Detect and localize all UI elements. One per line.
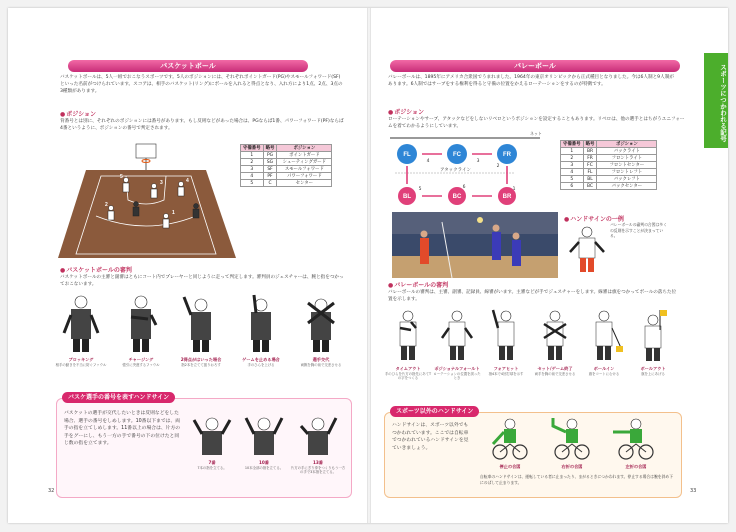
node-BC: BC (452, 194, 462, 200)
left-banner: バスケットボール (68, 60, 308, 72)
hand-sign-10: 10番 10本全部の指を立てる。 (238, 412, 290, 470)
line-judge-flag-icon (585, 308, 623, 362)
ref-sign-stop-game: ゲームを止める場合 手のひらを上げる (232, 293, 290, 367)
ref-sign-charging: チャージング 強引に突進するファウル (112, 293, 170, 367)
court-floor (58, 170, 236, 258)
line-judge-flag-icon (634, 308, 672, 362)
left-signs-head: ● バスケットボールの審判 (60, 265, 132, 274)
volleyball-hand-sign-figure-icon (566, 224, 608, 274)
node-BR: BR (502, 194, 512, 200)
bike-note: 自転車のハンドサインは、運転している者に止まったり、まがるときにつかわれます。停止する場合は腕を斜め下にのばして止まります。 (480, 474, 673, 485)
court-number: 4 (186, 178, 189, 184)
page-number-left: 32 (48, 488, 55, 494)
net-label: ネット (530, 131, 542, 136)
side-tab: スポーツにつかわれる記号 (704, 53, 728, 148)
book-spread (8, 8, 728, 523)
node-BL: BL (403, 194, 411, 200)
table-header: ポジション (277, 145, 332, 152)
table-row: 3 FC フロントセンター (561, 162, 657, 169)
referee-figure-icon (487, 308, 525, 362)
table-row: 3 SF スモールフォワード (241, 166, 332, 173)
volleyball-photo (392, 212, 558, 278)
svg-text:1: 1 (512, 187, 516, 192)
ref-sign-ball-out: ボールアウト 旗を上にあげる (628, 308, 678, 376)
table-row: 6 BC バックセンター (561, 183, 657, 190)
right-position-text: ローテーションやサーブ、アタックなどをしないリベロというポジションを設定することもあります。リベロは、他の選手とはちがうユニフォームを着てわかるようにしています。 (388, 117, 685, 129)
ref-sign-blocking: ブロッキング 相手の動きを不当に防ぐファウル (52, 293, 110, 367)
referee-figure-icon (536, 308, 574, 362)
bike-sign-right-turn: 右折の合図 (542, 418, 602, 470)
node-FR: FR (503, 152, 511, 158)
referee-figure-icon (389, 308, 427, 362)
right-position-head: ● ポジション (388, 107, 424, 116)
referee-figure-icon (238, 293, 284, 353)
left-intro: バスケットボールは、5人一組でおこなうスポーツです。5人のポジションには、それぞれポイントガード(PG)やスモールフォワード(SF)といった名前がつけられています。スコアは、相手のバスケット(リング)にボールを入れると得点となり、入れ方により1点、2点、3点の3種類があります。 (60, 75, 343, 94)
referee-figure-icon (438, 308, 476, 362)
ref-sign-substitution: 選手交代 両腕を胸の前で交差させる (292, 293, 350, 367)
left-position-text: 背番号とは別に、それぞれのポジションには番号があります。もし反則などがあった場合は、PGならば1番、パワーフォワード(PF)ならば4番というように、ポジションの番号で判定されます。 (60, 119, 344, 131)
table-row: 4 FL フロントレフト (561, 169, 657, 176)
court-number: 2 (105, 202, 108, 208)
other-hand-sign-text: ハンドサインは、スポーツ以外でもつかわれています。ここでは自転車でつかわれているハンドサインを見ていきましょう。 (392, 423, 469, 451)
bike-sign-left-turn: 左折の合図 (606, 418, 666, 470)
svg-text:6: 6 (462, 185, 466, 190)
ref-sign-two-points: 2得点がはいった場合 指2本を立てて振りおろす (172, 293, 230, 367)
referee-figure-icon (118, 293, 164, 353)
backboard (136, 144, 156, 158)
volleyball-ref-head: ● バレーボールの審判 (388, 280, 448, 289)
table-row: 1 BR バックライト (561, 148, 657, 155)
bike-sign-stop: 停止の合図 (480, 418, 540, 470)
table-header: 略号 (263, 145, 277, 152)
basketball-court-illustration (56, 136, 238, 261)
court-number: 1 (172, 210, 175, 216)
ref-sign-set-end: セット/ゲーム終了 両手を胸の前で交差させる (530, 308, 580, 376)
handsign-head: ● ハンドサインの一例 (564, 214, 624, 223)
hand-sign-figure-icon (242, 412, 286, 456)
hand-sign-ribbon: バスケ選手の番号を表すハンドサイン (62, 392, 175, 403)
node-FC: FC (453, 152, 461, 158)
handsign-text: バレーボールの審判の合図は多くの反則を示すことが決まっている。 (610, 222, 667, 238)
ref-sign-positional-fault: ポジショナルフォールト ローテーションの位置を誤ったとき (432, 308, 482, 380)
table-row: 5 BL バックレフト (561, 176, 657, 183)
table-row: 2 FR フロントライト (561, 155, 657, 162)
bicycle-rider-icon (611, 418, 661, 460)
bicycle-rider-icon (485, 418, 535, 460)
hand-sign-figure-icon (190, 412, 234, 456)
right-page (370, 8, 728, 523)
hand-sign-text: バスケットの選手が交代したいときは反則などをした場合、選手の番号をしめします。10番以下までは、両手の指を立てしめします。11番以上の場合は、片方の手をグーにし、もう一方の手で番号の下の位けたと同じ数の指を立てます。 (64, 411, 181, 446)
svg-text:5: 5 (418, 187, 422, 192)
ref-sign-four-hits: フォアヒット 指4本で4回打球を示す (482, 308, 530, 376)
svg-text:3: 3 (476, 159, 480, 164)
hand-sign-13: 13番 片方の手にぎり拳をつくりもう一方の手で3本指を立てる。 (290, 412, 346, 474)
left-signs-text: バスケットボールの主審と副審はともにコート内でプレーヤーと同じように走って判定します。審判員のジェスチャーは、腕と指をつかっておこないます。 (60, 275, 344, 287)
hand-sign-figure-icon (296, 412, 340, 456)
table-row: 2 SG シューティングガード (241, 159, 332, 166)
bicycle-rider-icon (547, 418, 597, 460)
referee-figure-icon (58, 293, 104, 353)
table-row: 5 C センター (241, 180, 332, 187)
attack-line-label: アタックライン (440, 168, 472, 173)
table-row: 1 PG ポイントガード (241, 152, 332, 159)
node-FL: FL (403, 152, 411, 158)
svg-text:2: 2 (496, 164, 500, 169)
court-number: 5 (120, 174, 123, 180)
right-intro: バレーボールは、1895年にアメリカ合衆国でうまれました。1964年の東京オリンピックから正式種目となりました。今は6人制と9人制があります。6人制ではサーブをする権利を得ると守備の位置をかえるローテーションをするのが特徴です。 (388, 75, 674, 87)
volleyball-position-table: 守備番号 略号 ポジション 1 BR バックライト 2 FR フロントライト 3 FC フロントセンター 4 FL フロントレフト 5 BL バックレフト 6 BC バックセンター (560, 140, 657, 190)
left-position-head: ● ポジション (60, 109, 96, 118)
table-row: 4 PF パワーフォワード (241, 173, 332, 180)
rotation-diagram (390, 131, 550, 206)
page-number-right: 33 (690, 488, 697, 494)
volleyball-ref-text: バレーボールの審判は、主審、副審、記録員、線審がいます。主審などが手でジェスチャーをします。線審は旗をつかってボールの落ちた位置を示します。 (388, 290, 677, 302)
basketball-position-table (240, 144, 332, 187)
ref-sign-timeout: タイムアウト 手のひらを片方の指先にあてTの字をつくる (384, 308, 432, 380)
ref-sign-ball-in: ボールイン 旗をコートにむける (580, 308, 628, 376)
referee-figure-icon (298, 293, 344, 353)
other-hand-sign-ribbon: スポーツ以外のハンドサイン (390, 406, 479, 417)
hand-sign-7: 7番 7本の指を立てる。 (186, 412, 238, 470)
svg-text:4: 4 (426, 159, 430, 164)
right-banner: バレーボール (390, 60, 680, 72)
referee-figure-icon (178, 293, 224, 353)
table-header: 守備番号 (241, 145, 264, 152)
court-number: 3 (160, 180, 163, 186)
left-page (8, 8, 368, 523)
